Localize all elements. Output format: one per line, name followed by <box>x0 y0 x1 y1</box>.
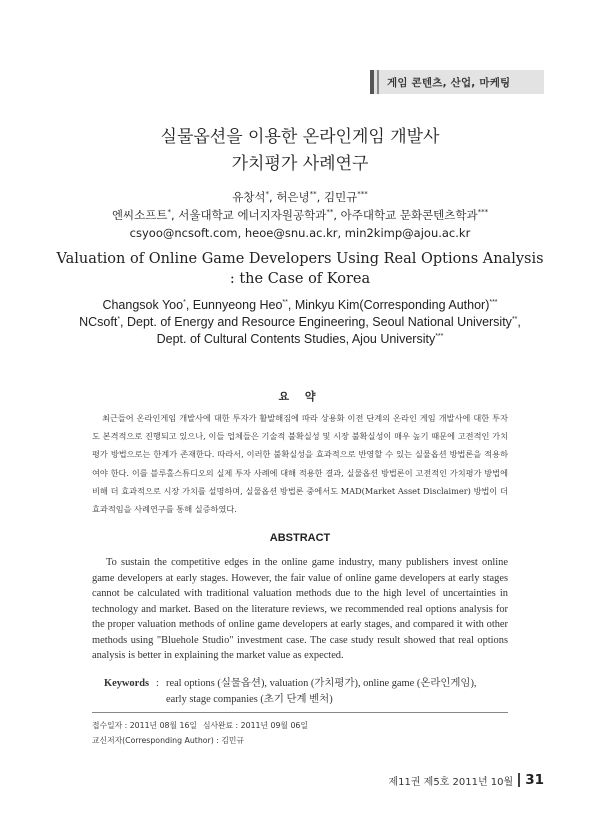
english-title-line1: Valuation of Online Game Developers Using Real Options Analysis <box>56 251 544 267</box>
footer-separator <box>518 773 520 787</box>
english-abstract-body: To sustain the competitive edges in the online game industry, many publishers invest online game developers at early stages. However, the fair value of online game developers at early stages cannot be calculated with traditional valuation methods due to the high level of uncertainties in technology and market. Based on the literature reviews, we recommended real options analysis for the proper valuation methods of online game developers at early stages, and compared it with other methods using "Bluehole Studio" investment case. The case study result showed that real options analysis is better in explaining the market value as expected. <box>92 557 508 661</box>
en-affiliation-3: Dept. of Cultural Contents Studies, Ajou University <box>156 332 436 346</box>
english-abstract-heading: ABSTRACT <box>269 532 331 544</box>
issue-info: 제11권 제5호 2011년 10월 <box>388 776 514 788</box>
keywords-text-1: real options (실물옵션), valuation (가치평가), online game (온라인게임), <box>166 678 477 689</box>
affiliation-2: 서울대학교 에너지자원공학과 <box>178 208 327 222</box>
english-authors <box>0 297 600 348</box>
english-affiliations-line2 <box>0 331 600 348</box>
affiliation-1: 엔씨소프트 <box>111 208 168 222</box>
author-name-2: 허은녕 <box>276 190 310 204</box>
affiliation-3: 아주대학교 문화콘텐츠학과 <box>340 208 478 222</box>
en-author-mark-3: *** <box>489 298 498 306</box>
en-author-name-2: Eunnyeong Heo <box>192 298 283 312</box>
page-number: 31 <box>525 772 544 788</box>
korean-abstract-body: 최근들어 온라인게임 개발사에 대한 투자가 활발해짐에 따라 상용화 이전 단계의 온라인 게임 개발사에 대한 투자도 본격적으로 진행되고 있으나, 이들 업체들은 기술적 불확실성 및 시장 불확실성이 매우 높기 때문에 고전적인 가치평가 방법으로는 한계가 존재한다. 따라서, 이러한 불확실성을 효과적으로 반영할 수 있는 실물옵션 방법론을 적용하여야 한다. 이를 블루홀스튜디오의 실제 투자 사례에 대해 적용한 결과, 실물옵션 방법론이 고전적인 가치평가 방법에 비해 더 효과적으로 시장 가치를 설명하며, 실물옵션 방법론 중에서도 MAD(Market Asset Disclaimer) 방법이 더 효과적임을 사례연구를 통해 실증하였다. <box>92 413 508 515</box>
author-mark-2: ** <box>309 190 317 199</box>
en-author-name-1: Changsok Yoo <box>102 298 184 312</box>
section-tag-text: 게임 콘텐츠, 산업, 마케팅 <box>387 76 511 89</box>
keywords-label: Keywords <box>104 678 150 689</box>
en-affiliation-1: NCsoft <box>79 315 118 329</box>
author-name-1: 유창석 <box>232 190 266 204</box>
keywords-colon: : <box>156 678 159 689</box>
korean-authors <box>0 188 600 242</box>
korean-title-line2: 가치평가 사례연구 <box>231 154 369 174</box>
page-footer <box>0 772 544 788</box>
section-tag <box>370 70 544 94</box>
english-title <box>0 249 600 289</box>
affiliation-mark-2: ** <box>326 208 334 217</box>
english-author-names: Changsok Yoo*, Eunnyeong Heo**, Minkyu Kim(Corresponding Author)*** <box>102 298 498 312</box>
section-tag-bar-thin <box>377 70 379 94</box>
author-mark-3: *** <box>357 190 368 199</box>
korean-affiliations: 엔씨소프트*, 서울대학교 에너지자원공학과**, 아주대학교 문화콘텐츠학과*** <box>111 208 489 222</box>
keywords <box>104 676 524 707</box>
keywords-line1 <box>104 676 524 692</box>
en-author-mark-1: * <box>183 298 186 306</box>
korean-title-line1: 실물옵션을 이용한 온라인게임 개발사 <box>160 127 440 147</box>
received-date: 접수일자 : 2011년 08월 16일 <box>92 721 197 730</box>
en-affiliation-2: Dept. of Energy and Resource Engineering, Seoul National University <box>127 315 512 329</box>
english-affiliations-line1: NCsoft*, Dept. of Energy and Resource Engineering, Seoul National University**, <box>79 315 521 329</box>
en-affiliation-mark-1: * <box>117 315 121 323</box>
corresponding-author-note: 교신저자(Corresponding Author) : 김민규 <box>92 736 244 745</box>
author-mark-1: * <box>265 190 270 199</box>
korean-author-names: 유창석*, 허은녕**, 김민규*** <box>232 190 368 204</box>
section-tag-bars <box>370 70 387 94</box>
accepted-date: 심사완료 : 2011년 09월 06일 <box>202 721 308 730</box>
keywords-line2: early stage companies (초기 단계 벤처) <box>166 693 333 705</box>
review-dates <box>92 718 308 733</box>
author-name-3: 김민규 <box>323 190 358 204</box>
en-affiliation-mark-3: *** <box>435 332 444 340</box>
section-tag-bar-thick <box>370 70 374 94</box>
footnote-divider <box>92 712 508 713</box>
en-author-name-3: Minkyu Kim(Corresponding Author) <box>294 298 490 312</box>
affiliation-mark-3: *** <box>477 208 489 217</box>
affiliation-mark-1: * <box>167 208 171 217</box>
en-affiliation-mark-2: ** <box>511 315 518 323</box>
english-title-line2: : the Case of Korea <box>229 271 371 287</box>
en-author-mark-2: ** <box>282 298 288 306</box>
korean-title <box>0 124 600 178</box>
author-emails: csyoo@ncsoft.com, heoe@snu.ac.kr, min2kimp@ajou.ac.kr <box>129 226 471 240</box>
korean-abstract-heading: 요 약 <box>278 390 322 403</box>
